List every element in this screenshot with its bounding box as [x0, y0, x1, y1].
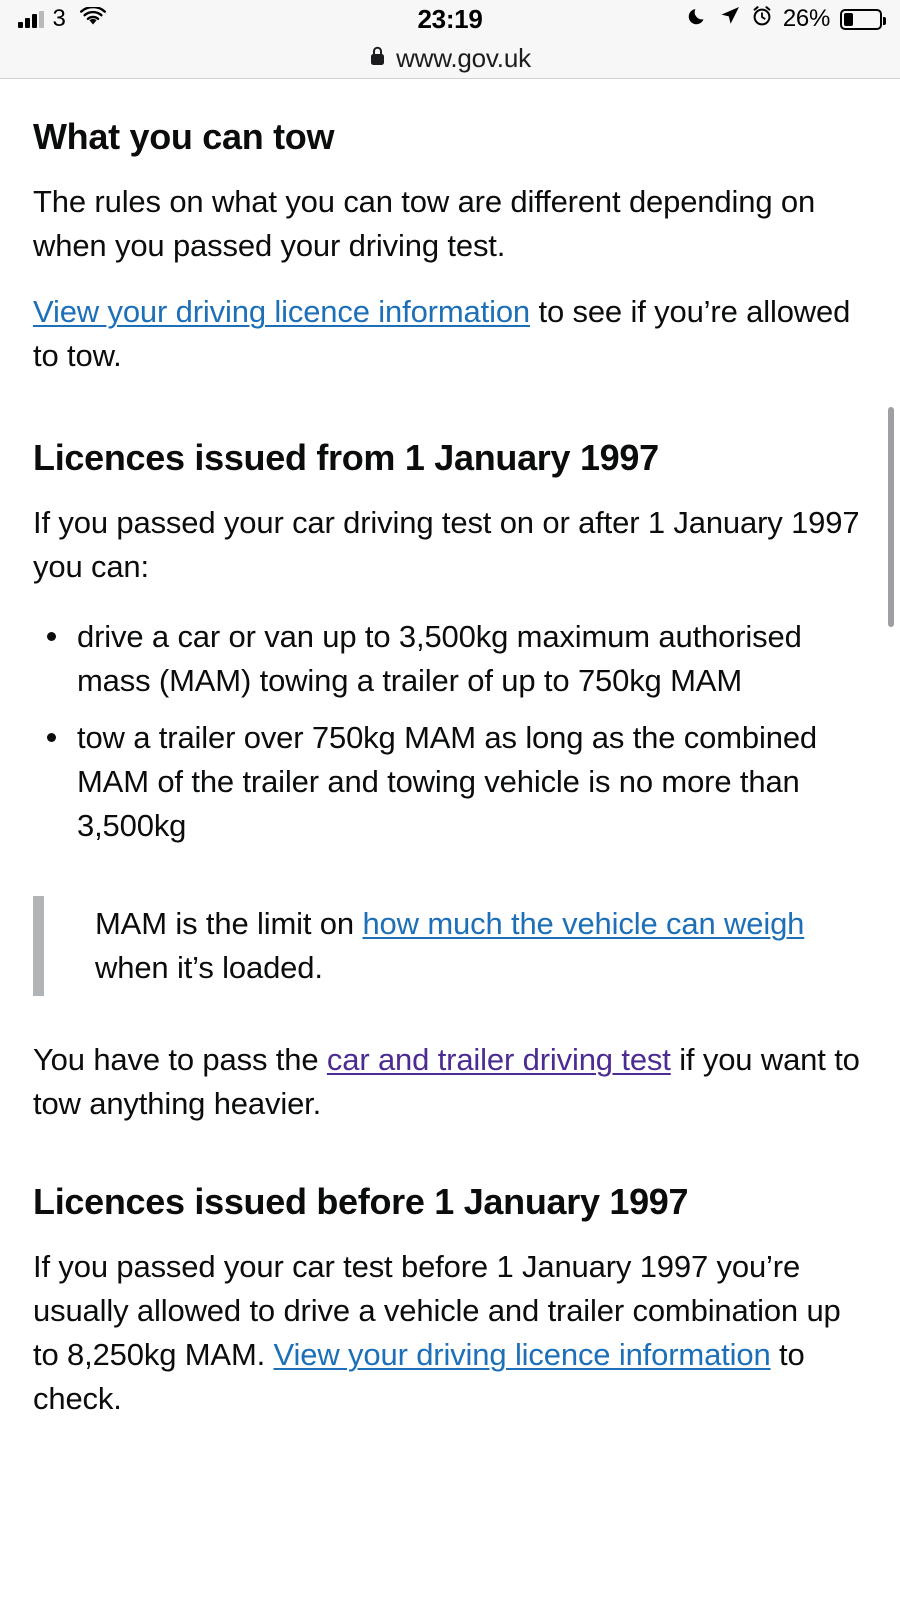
inset-suffix-text: when it’s loaded.	[95, 949, 323, 985]
pass-test-paragraph	[33, 1038, 867, 1126]
inset-text-paragraph	[95, 902, 867, 990]
list-item: tow a trailer over 750kg MAM as long as the combined MAM of the trailer and towing vehicle is no more than 3,500kg	[77, 716, 867, 848]
alarm-clock-icon	[751, 5, 773, 34]
status-bar-right	[687, 5, 882, 34]
status-bar	[0, 0, 900, 38]
page-scrollbar[interactable]	[888, 407, 894, 627]
licence-link-tail-text: to see if you’re allowed to tow.	[33, 294, 851, 374]
view-driving-licence-link[interactable]: View your driving licence information	[33, 294, 531, 330]
vehicle-weight-link[interactable]: how much the vehicle can weigh	[362, 905, 805, 941]
signal-bars-icon	[18, 11, 44, 28]
after-1997-intro: If you passed your car driving test on or after 1 January 1997 you can:	[33, 505, 860, 585]
before-1997-paragraph	[33, 1245, 867, 1421]
location-arrow-icon	[719, 5, 741, 34]
browser-url-bar[interactable]	[0, 38, 900, 79]
inset-text-callout	[33, 896, 867, 996]
heading-licences-before-1997: Licences issued before 1 January 1997	[33, 1180, 689, 1222]
pass-test-prefix-text: You have to pass the	[33, 1041, 327, 1077]
list-item: drive a car or van up to 3,500kg maximum authorised mass (MAM) towing a trailer of up to 750kg MAM	[77, 615, 867, 703]
battery-percent-label: 26%	[782, 5, 830, 32]
wifi-icon	[79, 5, 107, 34]
page-content	[0, 115, 900, 1600]
licence-info-paragraph	[33, 290, 867, 378]
inset-prefix-text: MAM is the limit on	[95, 905, 363, 941]
url-text: www.gov.uk	[396, 42, 531, 73]
pass-test-suffix-text: if you want to tow anything heavier.	[33, 1041, 860, 1121]
intro-paragraph: The rules on what you can tow are different depending on when you passed your driving test.	[33, 184, 816, 264]
car-and-trailer-test-link[interactable]: car and trailer driving test	[326, 1041, 671, 1077]
lock-icon	[369, 45, 386, 72]
view-driving-licence-link-2[interactable]: View your driving licence information	[273, 1336, 771, 1372]
crescent-moon-icon	[687, 5, 709, 34]
clock-label: 23:19	[417, 3, 483, 34]
status-bar-left	[18, 5, 107, 34]
before-1997-suffix-text: to check.	[33, 1336, 805, 1416]
carrier-label: 3	[52, 5, 66, 32]
battery-icon	[840, 9, 882, 30]
before-1997-prefix-text: If you passed your car test before 1 January 1997 you’re usually allowed to drive a vehicle and trailer combination up to 8,250kg MAM.	[33, 1248, 841, 1372]
after-1997-bullet-list	[33, 615, 867, 847]
heading-licences-from-1997: Licences issued from 1 January 1997	[33, 437, 659, 479]
page-title: What you can tow	[33, 116, 335, 157]
